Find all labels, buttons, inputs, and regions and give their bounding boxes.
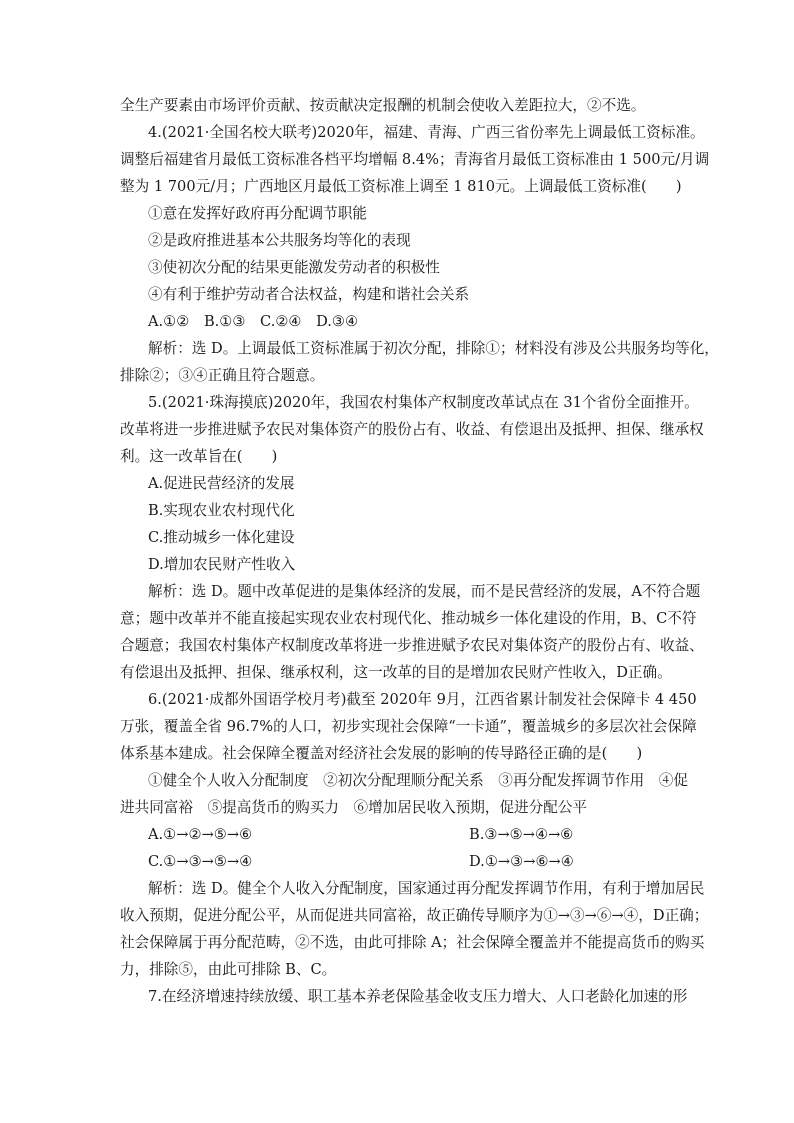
question-5-stem: 5.(2021·珠海摸底)2020年，我国农村集体产权制度改革试点在 31个省份全面推开。 (148, 394, 699, 411)
text-line: 收入预期，促进分配公平，从而促进共同富裕，故正确传导顺序为①→③→⑥→④，D正确； (120, 907, 709, 924)
q5-analysis: 解析：选 D。题中改革促进的是集体经济的发展，而不是民营经济的发展，A不符合题 (148, 583, 701, 600)
question-4-stem: 4.(2021·全国名校大联考)2020年，福建、青海、广西三省份率先上调最低工资标准。 (148, 124, 705, 141)
text-line: 排除②；③④正确且符合题意。 (120, 367, 325, 384)
text-line: 调整后福建省月最低工资标准各档平均增幅 8.4%；青海省月最低工资标准由 1 500元/月调 (120, 151, 710, 168)
text-line: 意；题中改革并不能直接起实现农业农村现代化、推动城乡一体化建设的作用，B、C不符 (120, 610, 697, 627)
q6-option-a: A.①→②→⑤→⑥ (148, 826, 253, 843)
q6-statements: ①健全个人收入分配制度 ②初次分配理顺分配关系 ③再分配发挥调节作用 ④促 (148, 772, 688, 789)
text-line: 力，排除⑤，由此可排除 B、C。 (120, 961, 337, 978)
text-line: 进共同富裕 ⑤提高货币的购买力 ⑥增加居民收入预期，促进分配公平 (120, 799, 588, 816)
text-line: 社会保障属于再分配范畴，②不选，由此可排除 A；社会保障全覆盖并不能提高货币的购买 (120, 934, 705, 951)
q4-statement-3: ③使初次分配的结果更能激发劳动者的积极性 (148, 259, 440, 276)
q6-option-d: D.①→③→⑥→④ (469, 853, 574, 870)
q6-analysis: 解析：选 D。健全个人收入分配制度，国家通过再分配发挥调节作用，有利于增加居民 (148, 880, 705, 897)
text-line: 全生产要素由市场评价贡献、按贡献决定报酬的机制会使收入差距拉大，②不选。 (120, 97, 646, 114)
text-line: 体系基本建成。社会保障全覆盖对经济社会发展的影响的传导路径正确的是( ) (120, 745, 643, 762)
q5-option-c: C.推动城乡一体化建设 (148, 529, 295, 546)
q4-statement-4: ④有利于维护劳动者合法权益，构建和谐社会关系 (148, 286, 470, 303)
text-line: 整为 1 700元/月；广西地区月最低工资标准上调至 1 810元。上调最低工资标准( ) (120, 178, 682, 195)
q4-statement-2: ②是政府推进基本公共服务均等化的表现 (148, 232, 411, 249)
q5-option-b: B.实现农业农村现代化 (148, 502, 295, 519)
question-7-stem: 7.在经济增速持续放缓、职工基本养老保险基金收支压力增大、人口老龄化加速的形 (148, 988, 688, 1005)
text-line: 万张，覆盖全省 96.7%的人口，初步实现社会保障“一卡通”，覆盖城乡的多层次社会保障 (120, 718, 697, 735)
text-line: 利。这一改革旨在( ) (120, 448, 278, 465)
text-line: 改革将进一步推进赋予农民对集体资产的股份占有、收益、有偿退出及抵押、担保、继承权 (120, 421, 704, 438)
text-line: 有偿退出及抵押、担保、继承权利，这一改革的目的是增加农民财产性收入，D正确。 (120, 664, 672, 681)
q6-option-b: B.③→⑤→④→⑥ (469, 826, 574, 843)
q4-options: A.①② B.①③ C.②④ D.③④ (148, 313, 359, 330)
question-6-stem: 6.(2021·成都外国语学校月考)截至 2020年 9月，江西省累计制发社会保障卡 4 450 (148, 691, 697, 708)
q4-analysis: 解析：选 D。上调最低工资标准属于初次分配，排除①；材料没有涉及公共服务均等化， (148, 340, 719, 357)
text-line: 合题意；我国农村集体产权制度改革将进一步推进赋予农民对集体资产的股份占有、收益、 (120, 637, 704, 654)
q5-option-d: D.增加农民财产性收入 (148, 556, 296, 573)
q6-option-c: C.①→③→⑤→④ (148, 853, 253, 870)
q4-statement-1: ①意在发挥好政府再分配调节职能 (148, 205, 367, 222)
q5-option-a: A.促进民营经济的发展 (148, 475, 295, 492)
